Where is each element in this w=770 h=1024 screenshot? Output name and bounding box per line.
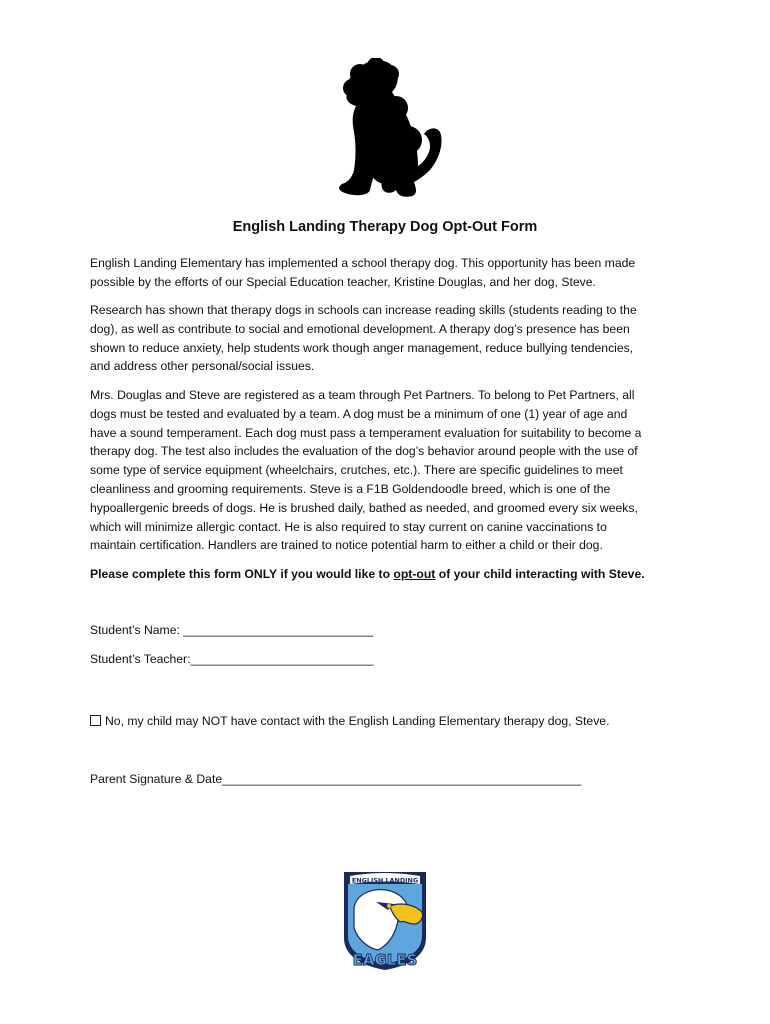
paragraph-line: dog), as well as contribute to social and emotional development. A therapy dog’s presence has been xyxy=(90,321,630,336)
logo-top-text: ENGLISH LANDING xyxy=(351,876,419,885)
optout-checkbox-label: No, my child may NOT have contact with the English Landing Elementary therapy dog, Steve. xyxy=(105,714,610,728)
student-name-field xyxy=(90,623,373,637)
paragraph-line: therapy dog. The test also includes the evaluation of the dog’s behavior around people with the use of xyxy=(90,444,638,459)
paragraph-line: Mrs. Douglas and Steve are registered as a team through Pet Partners. To belong to Pet Partners, all xyxy=(90,388,635,402)
paragraph-line: cleanliness and grooming requirements. Steve is a F1B Goldendoodle breed, which is one of the xyxy=(90,481,611,496)
student-name-input[interactable]: ____________________________ xyxy=(183,623,374,637)
student-teacher-label: Student’s Teacher: xyxy=(90,652,191,666)
paragraph-line: and address other personal/social issues. xyxy=(90,359,315,374)
instruction-text: of your child interacting with Steve. xyxy=(435,567,645,581)
paragraph-line: hypoallergenic breeds of dogs. He is brushed daily, bathed as needed, and groomed every six weeks, xyxy=(90,500,638,515)
registration-paragraph xyxy=(90,386,680,555)
instruction-text: Please complete this form ONLY if you would like to xyxy=(90,567,394,581)
optout-instruction xyxy=(90,565,680,584)
signature-field xyxy=(90,772,581,786)
eagles-logo xyxy=(338,868,432,972)
student-name-label: Student’s Name: xyxy=(90,623,184,637)
paragraph-line: have a sound temperament. Each dog must pass a temperament evaluation for suitability to become a xyxy=(90,425,642,440)
paragraph-line: English Landing Elementary has implemented a school therapy dog. This opportunity has been made xyxy=(90,256,636,270)
paragraph-line: shown to reduce anxiety, help students work though anger management, reduce bullying tendencies, xyxy=(90,340,634,355)
optout-emphasis: opt-out xyxy=(393,567,436,581)
logo-bottom-text: EAGLES xyxy=(352,951,418,969)
paragraph-line: Research has shown that therapy dogs in schools can increase reading skills (students reading to the xyxy=(90,303,637,317)
paragraph-line: maintain certification. Handlers are trained to notice potential harm to either a child or their dog. xyxy=(90,538,603,553)
paragraph-line: dogs must be tested and evaluated by a team. A dog must be a minimum of one (1) year of age and xyxy=(90,406,628,421)
research-paragraph xyxy=(90,301,680,376)
signature-label: Parent Signature & Date xyxy=(90,772,223,786)
form-title: English Landing Therapy Dog Opt-Out Form xyxy=(232,219,538,235)
eagle-eye xyxy=(387,904,391,908)
optout-checkbox-row xyxy=(90,714,609,728)
paragraph-line: which will minimize allergic contact. He is also required to stay current on canine vaccinations to xyxy=(90,519,607,534)
paragraph-line: some type of service equipment (wheelchairs, crutches, etc.). There are specific guidelines to meet xyxy=(90,463,623,478)
dog-silhouette-icon xyxy=(326,58,444,198)
paragraph-line: possible by the efforts of our Special Education teacher, Kristine Douglas, and her dog, Steve. xyxy=(90,274,596,289)
intro-paragraph xyxy=(90,254,680,292)
student-teacher-input[interactable]: ___________________________ xyxy=(190,652,374,666)
signature-input[interactable]: _____________________________________________________ xyxy=(222,772,582,786)
optout-checkbox[interactable] xyxy=(90,715,101,726)
student-teacher-field xyxy=(90,652,374,666)
